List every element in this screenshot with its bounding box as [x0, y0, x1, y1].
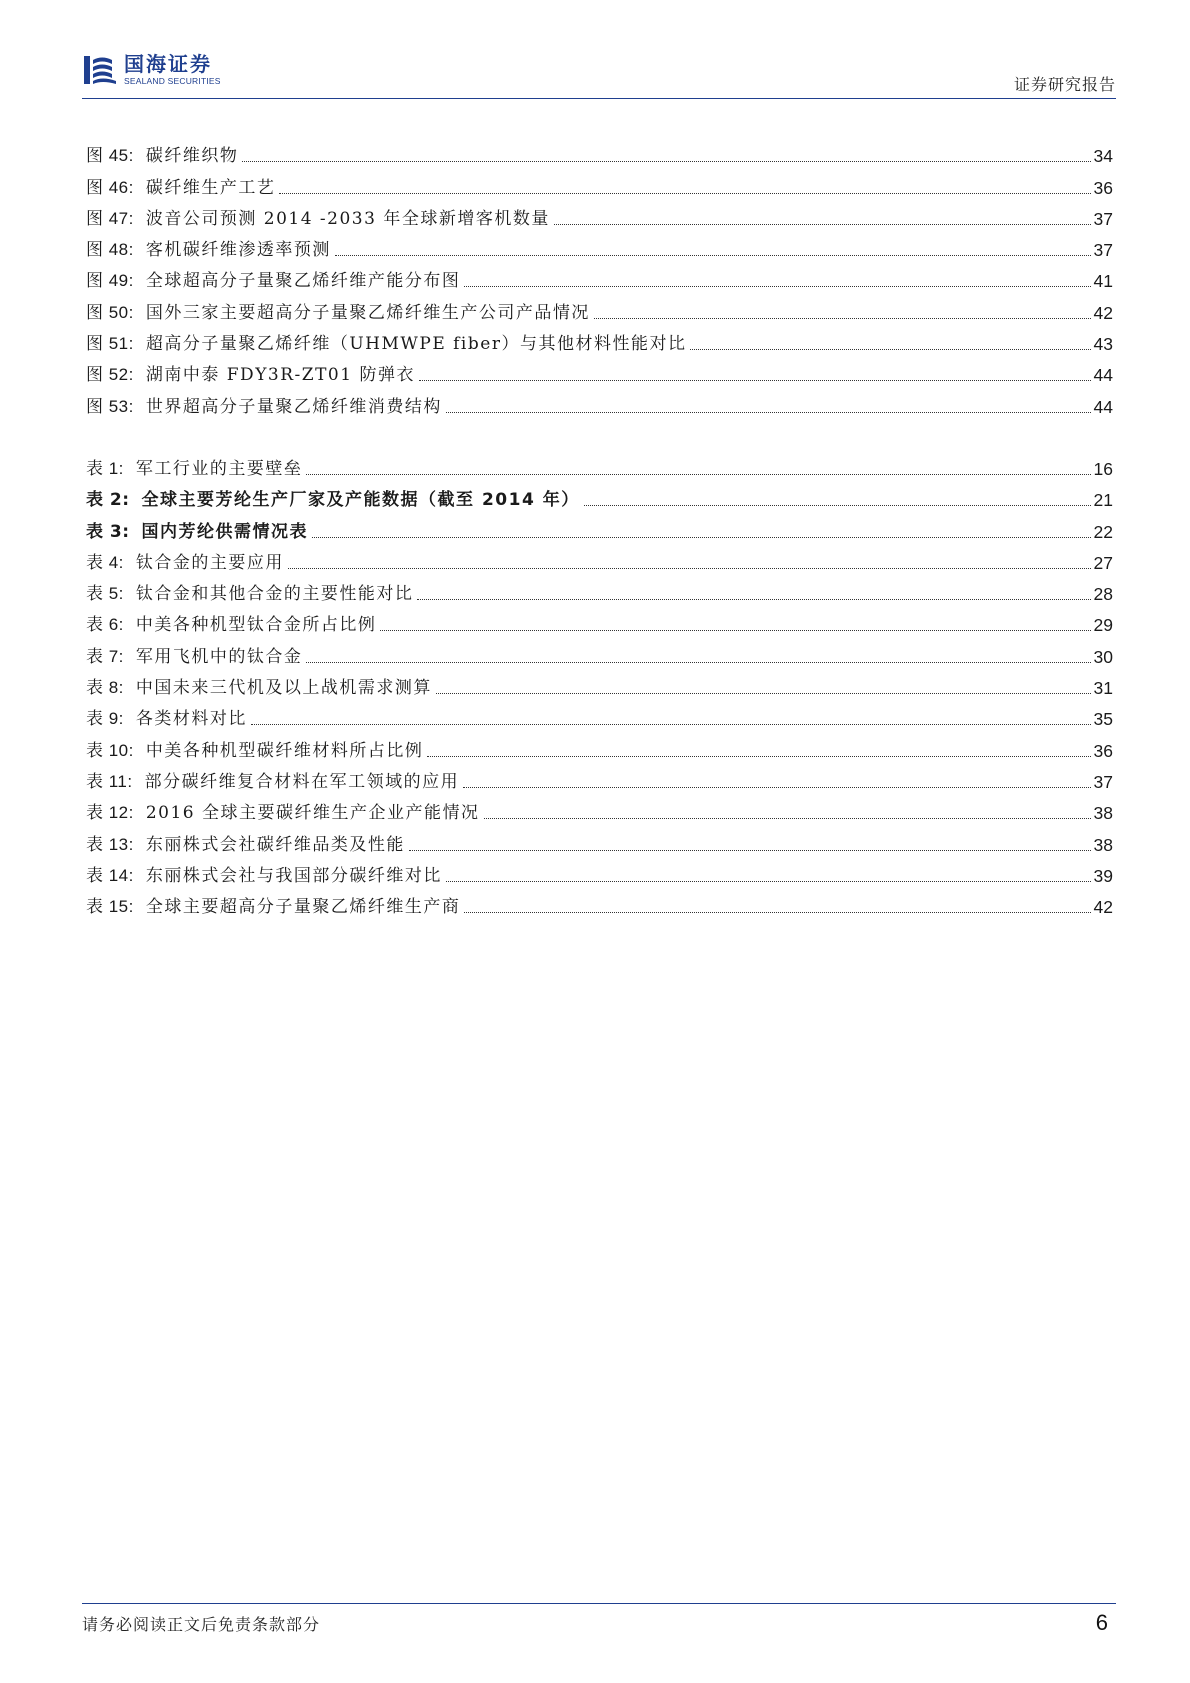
table-entry-label: 表 10:	[86, 740, 134, 760]
table-entry-label: 表 11:	[86, 771, 133, 791]
figure-entry-title: 世界超高分子量聚乙烯纤维消费结构	[145, 396, 442, 417]
figure-entry-title: 碳纤维生产工艺	[145, 177, 276, 198]
table-entry-label: 表 12:	[86, 803, 134, 823]
table-list	[86, 448, 1113, 917]
table-entry-page: 39	[1093, 865, 1113, 886]
figure-entry[interactable]	[86, 260, 1113, 291]
figure-entry-title: 碳纤维织物	[145, 146, 239, 167]
dot-leader	[380, 630, 1090, 631]
table-entry-page: 21	[1093, 490, 1113, 511]
logo-chinese-name: 国海证券	[124, 52, 212, 77]
table-entry-title: 中美各种机型碳纤维材料所占比例	[145, 740, 424, 761]
figure-entry-page: 41	[1093, 271, 1113, 292]
table-entry-title: 钛合金的主要应用	[135, 552, 284, 573]
figure-entry-page: 44	[1093, 396, 1113, 417]
table-entry[interactable]	[86, 886, 1113, 917]
figure-entry[interactable]	[86, 198, 1113, 229]
table-entry[interactable]	[86, 761, 1113, 792]
table-entry-title: 东丽株式会社碳纤维品类及性能	[145, 834, 405, 855]
table-entry-page: 37	[1093, 771, 1113, 792]
figure-entry-label: 图 50:	[86, 302, 134, 322]
disclaimer-note: 请务必阅读正文后免责条款部分	[82, 1615, 321, 1634]
dot-leader	[306, 474, 1090, 475]
figure-entry[interactable]	[86, 291, 1113, 322]
dot-leader	[484, 818, 1091, 819]
page-header	[82, 50, 1116, 99]
figure-entry-page: 43	[1093, 334, 1113, 355]
dot-leader	[288, 568, 1091, 569]
dot-leader	[554, 224, 1091, 225]
table-entry[interactable]	[86, 792, 1113, 823]
figure-list	[86, 135, 1113, 417]
figure-entry-label: 图 49:	[86, 271, 134, 291]
dot-leader	[312, 537, 1090, 538]
figure-entry-label: 图 48:	[86, 240, 134, 260]
figure-entry-label: 图 46:	[86, 177, 134, 197]
figure-entry-label: 图 52:	[86, 365, 134, 385]
dot-leader	[419, 380, 1091, 381]
dot-leader	[594, 318, 1091, 319]
dot-leader	[464, 912, 1090, 913]
table-entry-page: 38	[1093, 834, 1113, 855]
table-entry-title: 2016 全球主要碳纤维生产企业产能情况	[145, 803, 480, 824]
table-entry-label: 表 14:	[86, 865, 134, 885]
table-entry-page: 31	[1093, 678, 1113, 699]
table-entry[interactable]	[86, 729, 1113, 760]
table-entry[interactable]	[86, 855, 1113, 886]
figure-entry[interactable]	[86, 135, 1113, 166]
dot-leader	[335, 255, 1091, 256]
figure-entry[interactable]	[86, 323, 1113, 354]
figure-entry-title: 国外三家主要超高分子量聚乙烯纤维生产公司产品情况	[145, 302, 590, 323]
table-entry[interactable]	[86, 448, 1113, 479]
table-entry[interactable]	[86, 510, 1113, 541]
table-entry-title: 全球主要超高分子量聚乙烯纤维生产商	[145, 897, 461, 918]
dot-leader	[409, 850, 1091, 851]
dot-leader	[279, 193, 1090, 194]
table-entry[interactable]	[86, 479, 1113, 510]
table-entry[interactable]	[86, 698, 1113, 729]
table-entry-page: 16	[1093, 458, 1113, 479]
dot-leader	[417, 599, 1090, 600]
table-entry[interactable]	[86, 823, 1113, 854]
table-entry-title: 全球主要芳纶生产厂家及产能数据（截至 2014 年）	[141, 490, 580, 511]
table-entry-page: 29	[1093, 615, 1113, 636]
dot-leader	[436, 693, 1091, 694]
dot-leader	[463, 787, 1090, 788]
table-entry-label: 表 7:	[86, 646, 124, 666]
figure-entry[interactable]	[86, 385, 1113, 416]
table-entry-label: 表 4:	[86, 552, 124, 572]
figure-entry-label: 图 47:	[86, 208, 134, 228]
table-entry-page: 22	[1093, 521, 1113, 542]
table-entry-title: 钛合金和其他合金的主要性能对比	[135, 584, 414, 605]
table-entry[interactable]	[86, 635, 1113, 666]
figure-entry-title: 湖南中泰 FDY3R-ZT01 防弹衣	[145, 365, 415, 386]
dot-leader	[242, 161, 1090, 162]
table-entry[interactable]	[86, 573, 1113, 604]
figure-entry-title: 超高分子量聚乙烯纤维（UHMWPE fiber）与其他材料性能对比	[145, 334, 687, 355]
dot-leader	[584, 505, 1091, 506]
table-entry-page: 36	[1093, 740, 1113, 761]
figure-entry-title: 客机碳纤维渗透率预测	[145, 240, 331, 261]
table-entry-label: 表 6:	[86, 615, 124, 635]
table-entry-label: 表 8:	[86, 678, 124, 698]
dot-leader	[251, 724, 1091, 725]
table-entry-title: 军工行业的主要壁垒	[135, 458, 303, 479]
table-entry[interactable]	[86, 542, 1113, 573]
figure-entry-page: 37	[1093, 208, 1113, 229]
figure-entry-page: 37	[1093, 240, 1113, 261]
figure-entry-page: 34	[1093, 146, 1113, 167]
table-entry-label: 表 1:	[86, 458, 124, 478]
company-logo	[82, 52, 221, 88]
figure-entry-page: 36	[1093, 177, 1113, 198]
table-entry-title: 中美各种机型钛合金所占比例	[135, 615, 377, 636]
table-entry-page: 35	[1093, 709, 1113, 730]
table-of-contents	[86, 135, 1113, 917]
table-entry-page: 42	[1093, 897, 1113, 918]
figure-entry-title: 波音公司预测 2014 -2033 年全球新增客机数量	[145, 208, 550, 229]
figure-entry-page: 42	[1093, 302, 1113, 323]
logo-english-name: SEALAND SECURITIES	[124, 76, 221, 87]
figure-entry[interactable]	[86, 354, 1113, 385]
figure-entry[interactable]	[86, 229, 1113, 260]
table-entry-page: 38	[1093, 803, 1113, 824]
figure-entry-title: 全球超高分子量聚乙烯纤维产能分布图	[145, 271, 461, 292]
figure-entry-label: 图 51:	[86, 334, 134, 354]
page-footer	[82, 1603, 1116, 1635]
dot-leader	[306, 662, 1090, 663]
figure-entry-label: 图 53:	[86, 396, 134, 416]
table-entry-label: 表 5:	[86, 584, 124, 604]
page-number: 6	[1095, 1610, 1108, 1635]
dot-leader	[446, 881, 1091, 882]
report-type-label: 证券研究报告	[1013, 75, 1116, 94]
table-entry-label: 表 2:	[86, 490, 130, 511]
table-entry-title: 军用飞机中的钛合金	[135, 646, 303, 667]
table-entry[interactable]	[86, 667, 1113, 698]
table-entry-title: 国内芳纶供需情况表	[141, 521, 309, 542]
figure-entry-page: 44	[1093, 365, 1113, 386]
dot-leader	[464, 286, 1090, 287]
table-entry-label: 表 15:	[86, 897, 134, 917]
figure-entry[interactable]	[86, 166, 1113, 197]
table-entry-label: 表 3:	[86, 521, 130, 542]
table-entry-label: 表 9:	[86, 709, 124, 729]
table-entry-page: 27	[1093, 552, 1113, 573]
dot-leader	[690, 349, 1090, 350]
sealand-logo-icon	[82, 52, 118, 88]
table-entry-title: 部分碳纤维复合材料在军工领域的应用	[144, 771, 460, 792]
table-entry[interactable]	[86, 604, 1113, 635]
table-entry-title: 各类材料对比	[135, 709, 247, 730]
table-entry-title: 中国未来三代机及以上战机需求测算	[135, 678, 432, 699]
table-entry-page: 28	[1093, 584, 1113, 605]
table-entry-page: 30	[1093, 646, 1113, 667]
dot-leader	[446, 412, 1091, 413]
dot-leader	[427, 756, 1090, 757]
figure-entry-label: 图 45:	[86, 146, 134, 166]
table-entry-label: 表 13:	[86, 834, 134, 854]
table-entry-title: 东丽株式会社与我国部分碳纤维对比	[145, 865, 442, 886]
